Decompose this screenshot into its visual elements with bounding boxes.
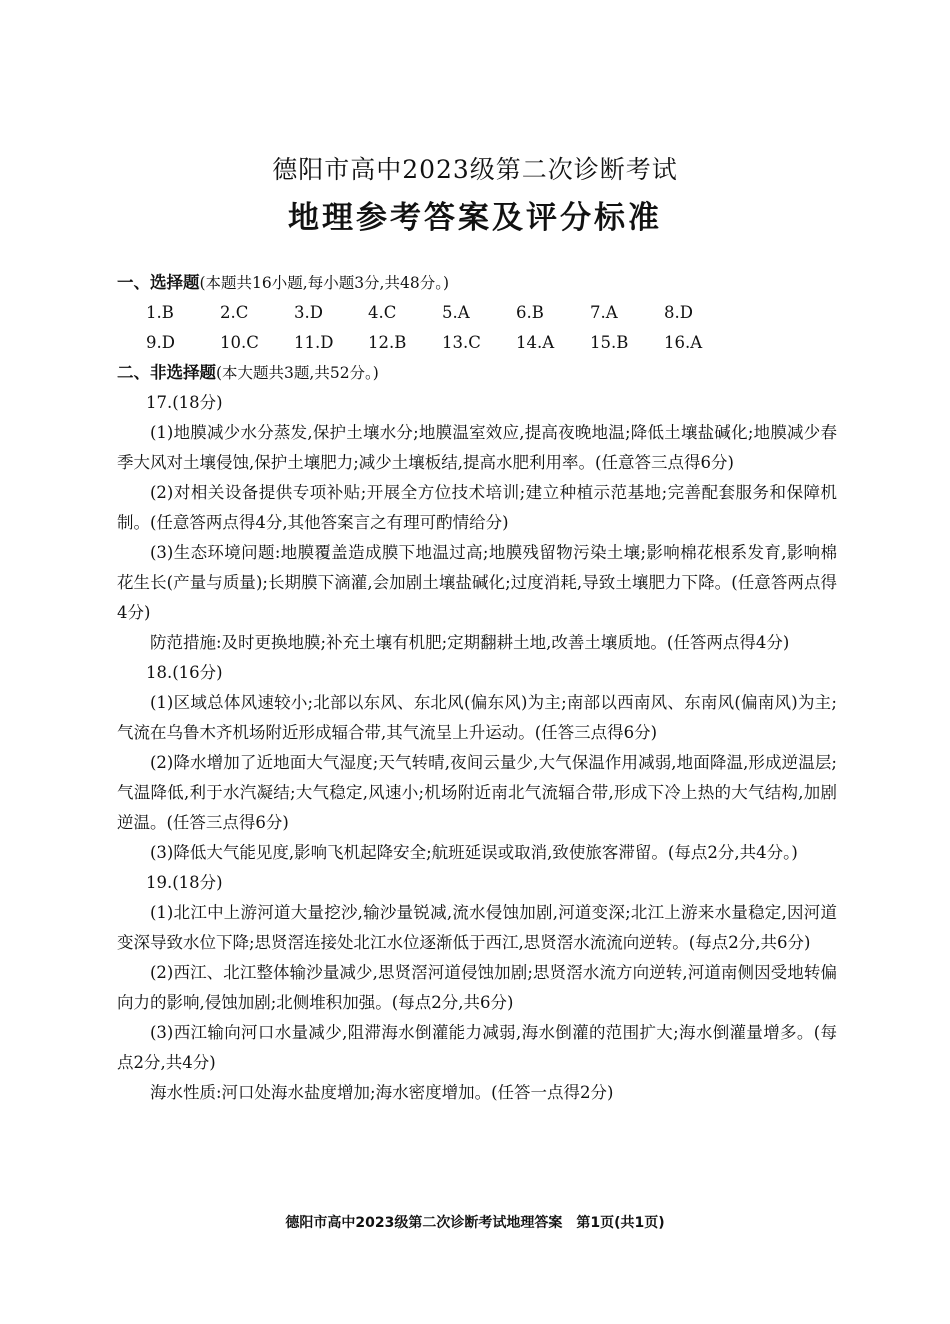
section-1-note: (本题共16小题,每小题3分,共48分。) xyxy=(199,274,450,292)
choice-answer: 9.D xyxy=(146,333,175,352)
exam-title: 德阳市高中2023级第二次诊断考试 xyxy=(272,155,678,184)
section-1-header xyxy=(117,268,837,298)
question-19-part-1: (1)北江中上游河道大量挖沙,输沙量锐减,流水侵蚀加剧,河道变深;北江上游来水量稳定,因河道变深导致水位下降;思贤滘连接处北江水位逐渐低于西江,思贤滘水流流向逆转。(每点2分,共6分) xyxy=(117,903,837,952)
question-17-part-1: (1)地膜减少水分蒸发,保护土壤水分;地膜温室效应,提高夜晚地温;降低土壤盐碱化;地膜减少春季大风对土壤侵蚀,保护土壤肥力;减少土壤板结,提高水肥利用率。(任意答三点得6分) xyxy=(117,423,837,472)
choice-answers-row-2 xyxy=(117,328,837,358)
choice-answer: 1.B xyxy=(146,303,174,322)
question-18-part-3: (3)降低大气能见度,影响飞机起降安全;航班延误或取消,致使旅客滞留。(每点2分,共4分。) xyxy=(150,843,798,862)
answer-key-title: 地理参考答案及评分标准 xyxy=(288,200,662,236)
answer-content xyxy=(117,268,837,1108)
choice-answer: 3.D xyxy=(294,303,323,322)
section-2-note: (本大题共3题,共52分。) xyxy=(216,364,379,382)
choice-answer: 5.A xyxy=(442,303,470,322)
choice-answer: 11.D xyxy=(294,333,334,352)
section-2-heading: 二、非选择题 xyxy=(117,363,216,382)
question-17-part-2: (2)对相关设备提供专项补贴;开展全方位技术培训;建立种植示范基地;完善配套服务和保障机制。(任意答两点得4分,其他答案言之有理可酌情给分) xyxy=(117,483,837,532)
question-19-part-3: (3)西江输向河口水量减少,阻滞海水倒灌能力减弱,海水倒灌的范围扩大;海水倒灌量增多。(每点2分,共4分) xyxy=(117,1023,837,1072)
question-18-label: 18.(16分) xyxy=(146,663,223,682)
choice-answer: 15.B xyxy=(590,333,629,352)
choice-answer: 2.C xyxy=(220,303,249,322)
section-2-header xyxy=(117,358,837,388)
choice-answer: 12.B xyxy=(368,333,407,352)
question-17-measures: 防范措施:及时更换地膜;补充土壤有机肥;定期翻耕土地,改善土壤质地。(任答两点得4分) xyxy=(150,633,790,652)
choice-answer: 4.C xyxy=(368,303,397,322)
question-18-part-1: (1)区域总体风速较小;北部以东风、东北风(偏东风)为主;南部以西南风、东南风(偏南风)为主;气流在乌鲁木齐机场附近形成辐合带,其气流呈上升运动。(任答三点得6分) xyxy=(117,693,837,742)
section-1-heading: 一、选择题 xyxy=(117,273,200,292)
choice-answer: 10.C xyxy=(220,333,259,352)
question-17-label: 17.(18分) xyxy=(146,393,223,412)
choice-answers-row-1 xyxy=(117,298,837,328)
question-18-part-2: (2)降水增加了近地面大气湿度;天气转晴,夜间云量少,大气保温作用减弱,地面降温,形成逆温层;气温降低,利于水汽凝结;大气稳定,风速小;机场附近南北气流辐合带,形成下冷上热的大气结构,加剧逆温。(任答三点得6分) xyxy=(117,753,837,832)
choice-answer: 7.A xyxy=(590,303,618,322)
choice-answer: 14.A xyxy=(516,333,555,352)
choice-answer: 16.A xyxy=(664,333,703,352)
choice-answer: 6.B xyxy=(516,303,544,322)
question-17-part-3: (3)生态环境问题:地膜覆盖造成膜下地温过高;地膜残留物污染土壤;影响棉花根系发育,影响棉花生长(产量与质量);长期膜下滴灌,会加剧土壤盐碱化;过度消耗,导致土壤肥力下降。(任意答两点得4分) xyxy=(117,543,837,622)
question-19-part-2: (2)西江、北江整体输沙量减少,思贤滘河道侵蚀加剧;思贤滘水流方向逆转,河道南侧因受地转偏向力的影响,侵蚀加剧;北侧堆积加强。(每点2分,共6分) xyxy=(117,963,837,1012)
choice-answer: 13.C xyxy=(442,333,481,352)
question-19-label: 19.(18分) xyxy=(146,873,223,892)
choice-answer: 8.D xyxy=(664,303,693,322)
question-19-seawater: 海水性质:河口处海水盐度增加;海水密度增加。(任答一点得2分) xyxy=(150,1083,614,1102)
page-footer: 德阳市高中2023级第二次诊断考试地理答案 第1页(共1页) xyxy=(285,1215,665,1231)
